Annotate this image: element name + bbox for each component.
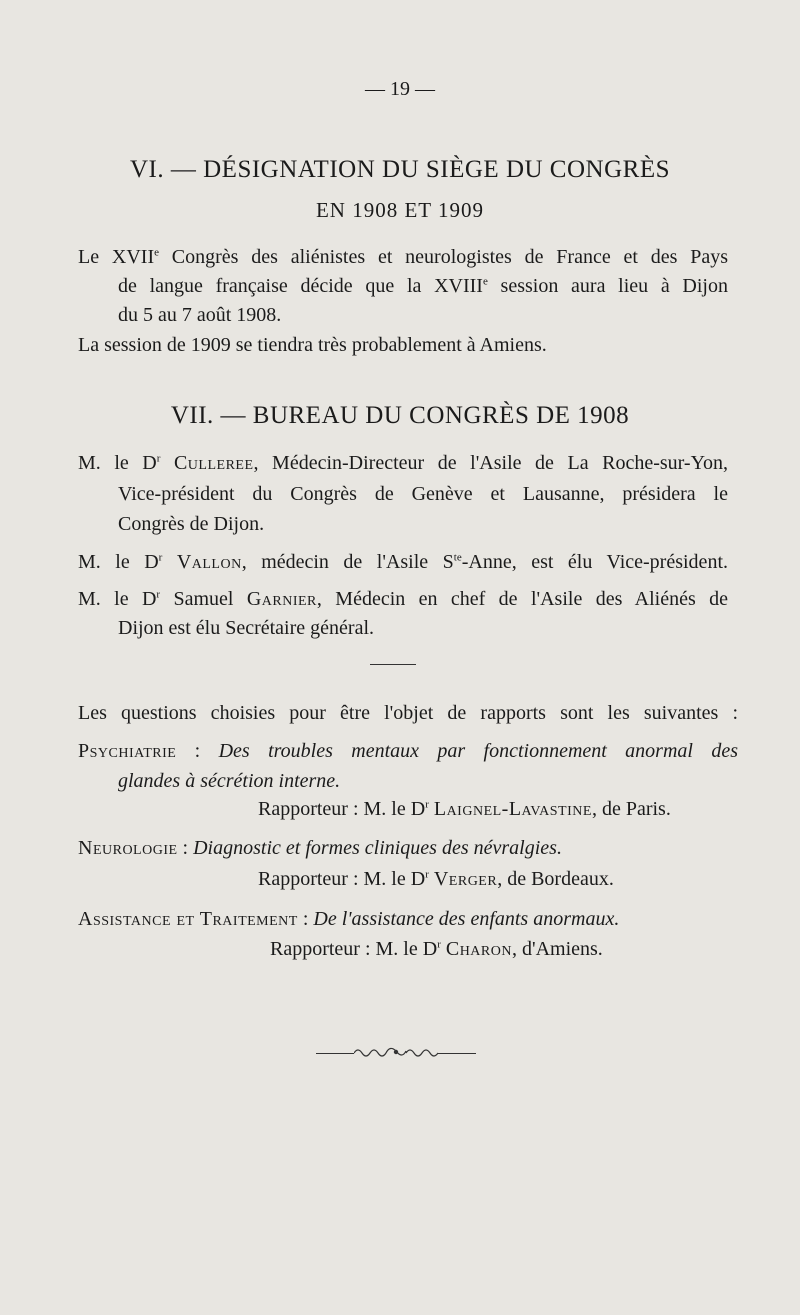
psychiatrie-line2: glandes à sécrétion interne.	[118, 770, 341, 792]
s7-m3-line1: M. le $D^r$ Samuel Garnier, Médecin en chef de l'Asile des Aliénés de	[78, 588, 728, 610]
psychiatrie-line1: Psychiatrie : Des troubles mentaux par fonctionnement anormal des	[78, 740, 738, 762]
s6-para1-line2: de langue française décide que la XVIIIe session aura lieu à Dijon	[118, 275, 728, 297]
section-divider	[370, 664, 416, 665]
s6-para1-line3: du 5 au 7 août 1908.	[118, 304, 282, 326]
ornament-line-left	[316, 1053, 354, 1054]
s6-para2: La session de 1909 se tiendra très probablement à Amiens.	[78, 334, 547, 356]
s7-m2-line1: M. le $D^r$ Vallon, médecin de l'Asile $S^{te}$-Anne, est élu Vice-président.	[78, 551, 728, 573]
assistance-rapporteur: Rapporteur : M. le $D^r$ Charon, d'Amiens.	[270, 938, 603, 960]
assistance-line: Assistance et Traitement : De l'assistance des enfants anormaux.	[78, 908, 620, 930]
psychiatrie-rapporteur: Rapporteur : M. le $D^r$ Laignel-Lavastine, de Paris.	[258, 798, 671, 820]
page-number: — 19 —	[365, 78, 435, 100]
s6-para1-line1: Le XVIIe Congrès des aliénistes et neurologistes de France et des Pays	[78, 246, 728, 268]
s7-m1-line3: Congrès de Dijon.	[118, 513, 265, 535]
ornament-flourish-icon	[354, 1045, 438, 1061]
s7-m3-line2: Dijon est élu Secrétaire général.	[118, 617, 374, 639]
section-6-title: VI. — DÉSIGNATION DU SIÈGE DU CONGRÈS	[129, 156, 670, 183]
s7-m1-line2: Vice-président du Congrès de Genève et Lausanne, présidera le	[118, 483, 728, 505]
ornament-line-right	[438, 1053, 476, 1054]
section-6-subtitle: EN 1908 ET 1909	[315, 198, 485, 222]
end-ornament	[316, 1042, 476, 1064]
neurologie-line: Neurologie : Diagnostic et formes cliniques des névralgies.	[78, 837, 562, 859]
questions-intro: Les questions choisies pour être l'objet de rapports sont les suivantes :	[78, 702, 738, 724]
s7-m1-line1: M. le $D^r$ Culleree, Médecin-Directeur de l'Asile de La Roche-sur-Yon,	[78, 452, 729, 474]
section-7-title: VII. — BUREAU DU CONGRÈS DE 1908	[170, 402, 630, 429]
neurologie-rapporteur: Rapporteur : M. le $D^r$ Verger, de Bordeaux.	[258, 868, 614, 890]
